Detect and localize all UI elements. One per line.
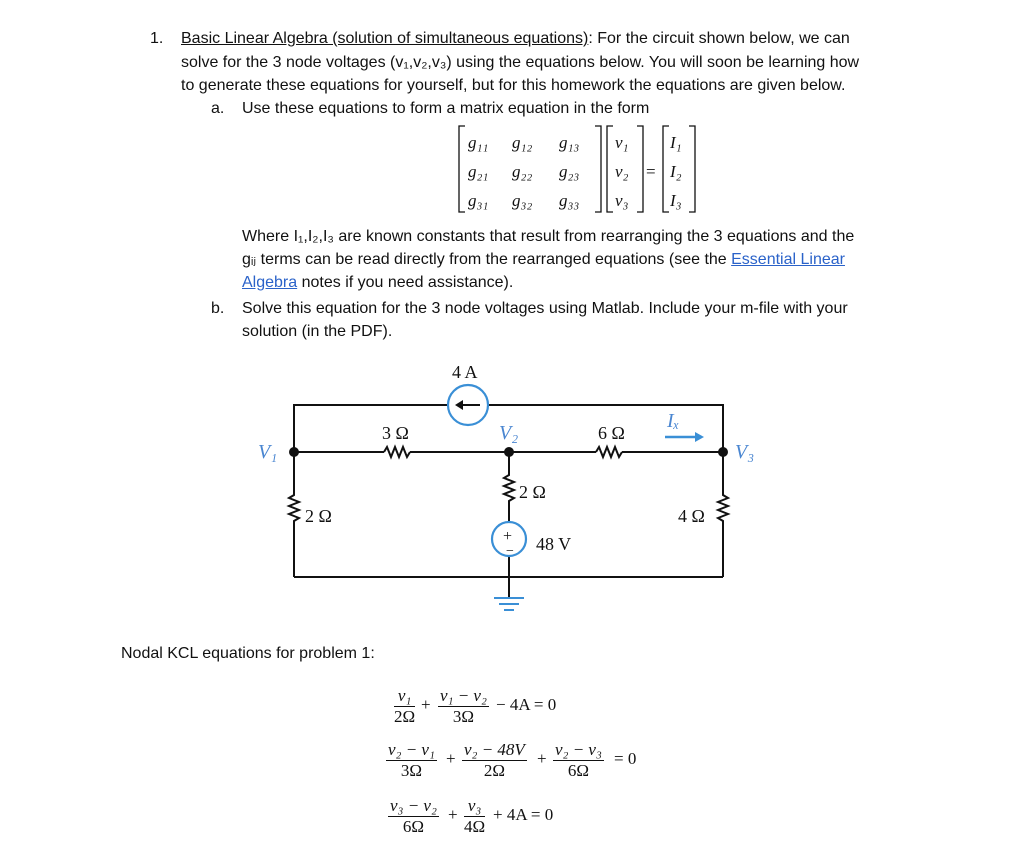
eq2-term2-den: 2Ω bbox=[483, 761, 505, 780]
v2-entry: v₂ bbox=[615, 162, 629, 181]
r-left-label: 2 Ω bbox=[305, 506, 332, 526]
problem-number: 1. bbox=[150, 30, 164, 47]
ix-label: Iₓ bbox=[667, 410, 680, 432]
r-top-right-label: 6 Ω bbox=[598, 423, 625, 443]
problem-line-2: solve for the 3 node voltages (v₁,v₂,v₃) using the equations below. You will soon be learning how bbox=[181, 54, 860, 71]
eq1-term2-den: 3Ω bbox=[452, 707, 475, 726]
part-b-line-1: Solve this equation for the 3 node voltages using Matlab. Include your m-file with your bbox=[242, 300, 848, 317]
part-a-label: a. bbox=[211, 100, 225, 117]
r-right-label: 4 Ω bbox=[678, 506, 705, 526]
eq1-plus: + bbox=[421, 695, 431, 714]
algebra-link[interactable]: Algebra bbox=[242, 274, 298, 291]
v3-entry: v₃ bbox=[615, 191, 629, 210]
ix-arrow-icon bbox=[665, 432, 704, 442]
part-b-line-2: solution (in the PDF). bbox=[242, 323, 393, 340]
where-text-3: notes if you need assistance). bbox=[297, 274, 514, 291]
eq1-term2-num: v₁ − v₂ bbox=[440, 686, 487, 705]
r-top-left-label: 3 Ω bbox=[382, 423, 409, 443]
eq2-term3-den: 6Ω bbox=[567, 761, 590, 780]
eq3-tail: + 4A = 0 bbox=[493, 805, 554, 824]
circuit-diagram bbox=[0, 355, 1024, 615]
eq3-term2 bbox=[464, 796, 485, 837]
where-line-1: Where I₁,I₂,I₃ are known constants that result from rearranging the 3 equations and the bbox=[242, 228, 855, 245]
eq3-term2-num: v₃ bbox=[464, 796, 485, 817]
r-mid-label: 2 Ω bbox=[519, 482, 546, 502]
eq2-term3-num: v₂ − v₃ bbox=[555, 740, 602, 759]
problem-line-3: to generate these equations for yourself, but for this homework the equations are given below. bbox=[181, 77, 846, 94]
eq1-term1 bbox=[394, 686, 415, 727]
v1-entry: v₁ bbox=[615, 133, 629, 152]
where-text-2: gᵢⱼ terms can be read directly from the rearranged equations (see the bbox=[242, 251, 732, 268]
where-line-2 bbox=[242, 249, 845, 271]
problem-intro-1: : For the circuit shown below, we can bbox=[588, 30, 850, 47]
i2-entry: I₂ bbox=[670, 162, 682, 181]
g13: g₁₃ bbox=[559, 133, 580, 152]
eq2-term2 bbox=[462, 740, 527, 781]
g21: g₂₁ bbox=[468, 162, 489, 181]
eq2-plus-2: + bbox=[537, 749, 547, 768]
problem-title: Basic Linear Algebra (solution of simultaneous equations) bbox=[181, 30, 589, 47]
g23: g₂₃ bbox=[559, 162, 580, 181]
eq3-term1 bbox=[388, 796, 439, 837]
problem-line-1 bbox=[181, 28, 850, 50]
node-v3 bbox=[718, 447, 728, 457]
eq1-term2 bbox=[438, 686, 489, 727]
matrix-equation bbox=[455, 120, 700, 218]
eq2-term1 bbox=[386, 740, 437, 781]
eq2-term1-num: v₂ − v₁ bbox=[388, 740, 435, 759]
g22: g₂₂ bbox=[512, 162, 533, 181]
eq2-tail: = 0 bbox=[614, 749, 637, 768]
eq3-term2-den: 4Ω bbox=[464, 817, 486, 836]
v2-label: V₂ bbox=[499, 422, 519, 444]
eq1-term1-den: 2Ω bbox=[394, 707, 416, 726]
eq3-term1-num: v₃ − v₂ bbox=[390, 796, 437, 815]
g11: g₁₁ bbox=[468, 133, 489, 152]
g31: g₃₁ bbox=[468, 191, 489, 210]
v3-label: V₃ bbox=[735, 441, 755, 463]
i1-entry: I₁ bbox=[670, 133, 682, 152]
node-v1 bbox=[289, 447, 299, 457]
v1-label: V₁ bbox=[258, 441, 278, 463]
g12: g₁₂ bbox=[512, 133, 533, 152]
i3-entry: I₃ bbox=[670, 191, 682, 210]
part-b-label: b. bbox=[211, 300, 225, 317]
eq2-term2-num: v₂ − 48V bbox=[464, 740, 525, 759]
eq3-term1-den: 6Ω bbox=[402, 817, 425, 836]
g33: g₃₃ bbox=[559, 191, 580, 210]
eq1-term1-num: v₁ bbox=[394, 686, 415, 707]
vs-minus-sign: − bbox=[506, 544, 514, 559]
eq1-tail: − 4A = 0 bbox=[496, 695, 557, 714]
eq2-plus-1: + bbox=[446, 749, 456, 768]
node-v2 bbox=[504, 447, 514, 457]
vs-plus-sign: + bbox=[503, 528, 513, 545]
kcl-heading: Nodal KCL equations for problem 1: bbox=[121, 645, 375, 662]
part-a-text: Use these equations to form a matrix equation in the form bbox=[242, 100, 650, 117]
eq2-term3 bbox=[553, 740, 604, 781]
current-source-label: 4 A bbox=[452, 362, 478, 382]
essential-linear-algebra-link[interactable]: Essential Linear bbox=[731, 251, 845, 268]
eq2-term1-den: 3Ω bbox=[400, 761, 423, 780]
g32: g₃₂ bbox=[512, 191, 533, 210]
where-line-3 bbox=[242, 272, 513, 294]
voltage-source-label: 48 V bbox=[536, 534, 572, 554]
matrix-equals: = bbox=[646, 162, 656, 181]
eq3-plus: + bbox=[448, 805, 458, 824]
